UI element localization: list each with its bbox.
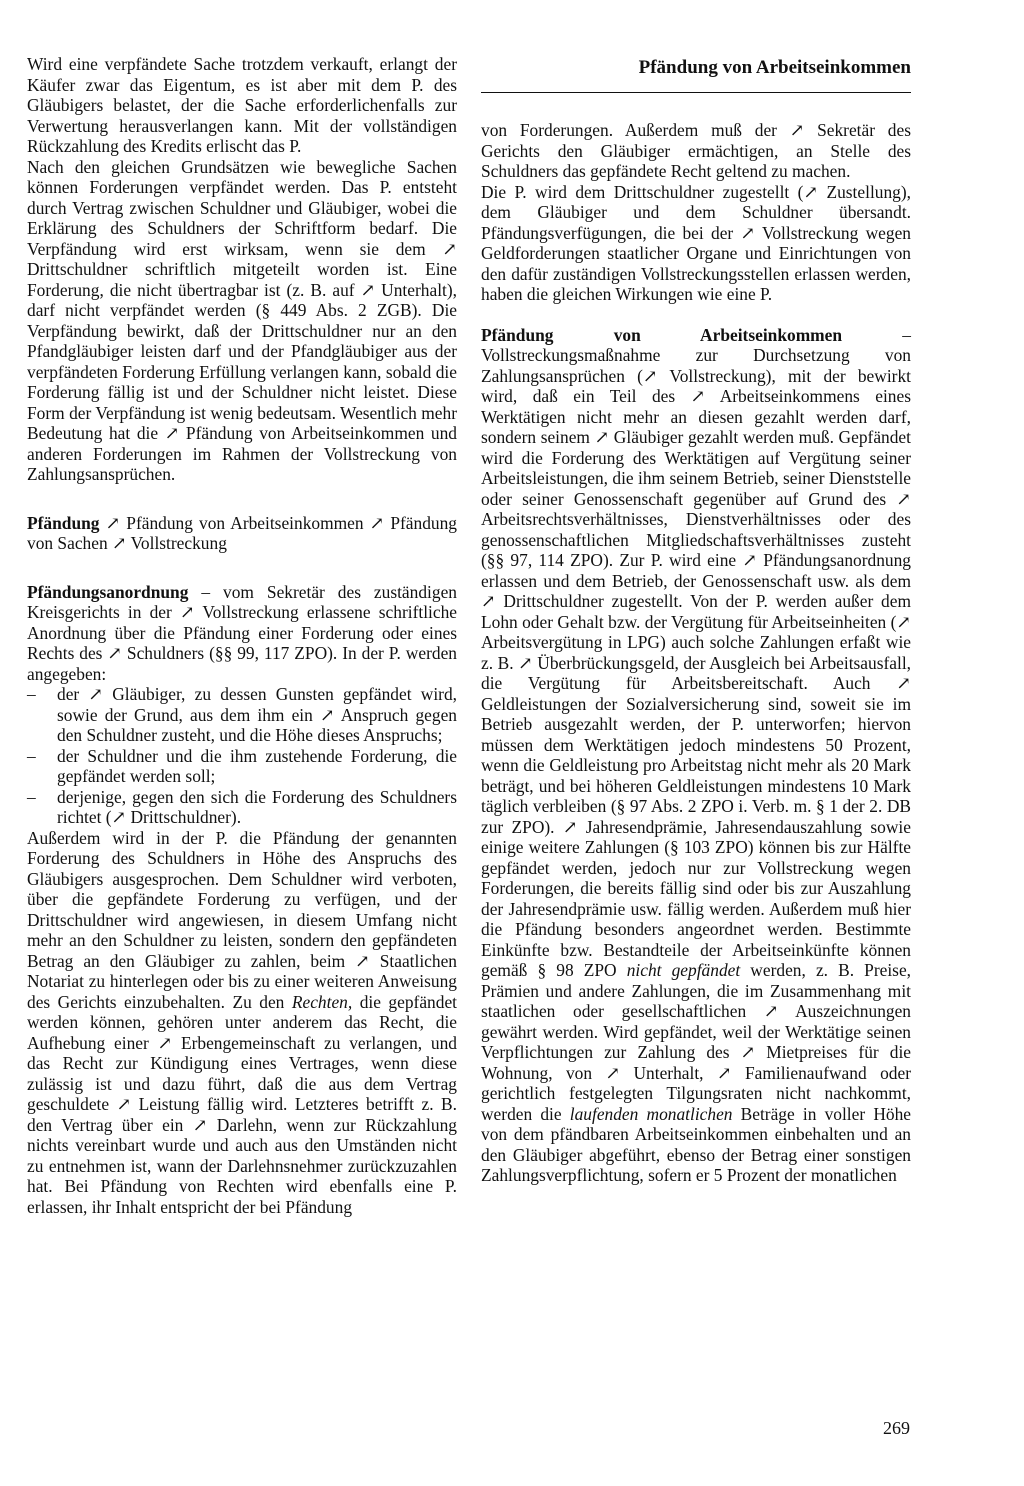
entry-pfaendung <box>27 513 457 554</box>
list-item: – derjenige, gegen den sich die Forderung des Schuldners richtet (↗ Drittschuldner). <box>27 787 457 828</box>
list-item: – der ↗ Gläubiger, zu dessen Gunsten gepfändet wird, sowie der Grund, aus dem ihm ein ↗ Anspruch gegen den Schuldner zusteht, und die Höhe dieses Anspruchs; <box>27 684 457 746</box>
left-column <box>27 54 457 1217</box>
paragraph <box>27 828 457 1218</box>
entry-text: ↗ Pfändung von Arbeitseinkommen ↗ Pfändung von Sachen ↗ Vollstreckung <box>27 512 457 553</box>
entry-pfaendungsanordnung <box>27 582 457 685</box>
paragraph: Nach den gleichen Grundsätzen wie bewegliche Sachen können Forderungen verpfändet werden. Das P. entsteht durch Vertrag zwischen Schuldner und Gläubiger, wobei die Erklärung des Schuldners der Schriftform bedarf. Die Verpfändung wird erst wirksam, wenn sie dem ↗ Drittschuldner schriftlich mitgeteilt worden ist. Eine Forderung, die nicht übertragbar ist (z. B. auf ↗ Unterhalt), darf nicht verpfändet werden (§ 449 Abs. 2 ZGB). Die Verpfändung bewirkt, daß der Drittschuldner nur an den Pfandgläubiger leisten darf und der Pfandgläubiger aus der verpfändeten Forderung Erfüllung verlangen kann, sobald die Forderung fällig ist und der Schuldner nicht leistet. Diese Form der Verpfändung ist wenig bedeutsam. Wesentlich mehr Bedeutung hat die ↗ Pfändung von Arbeitseinkommen und anderen Forderungen im Rahmen der Vollstreckung von Zahlungsansprüchen. <box>27 156 457 484</box>
entry-term: Pfändung von Arbeitseinkommen <box>481 324 843 345</box>
entry-pfaendung-arbeitseinkommen <box>481 325 911 1186</box>
paragraph: von Forderungen. Außerdem muß der ↗ Sekretär des Gerichts den Gläubiger ermächtigen, an Stelle des Schuldners das gepfändete Recht geltend zu machen. <box>481 120 911 181</box>
paragraph: Die P. wird dem Drittschuldner zugestellt (↗ Zustellung), dem Gläubiger und dem Schuldner übersandt. Pfändungsverfügungen, die bei der ↗ Vollstreckung wegen Geldforderungen staatlicher Organe und Einrichtungen von den dafür zuständigen Vollstreckungsstellen erlassen werden, haben die gleichen Wirkungen wie eine P. <box>481 181 911 304</box>
paragraph: Wird eine verpfändete Sache trotzdem verkauft, erlangt der Käufer zwar das Eigentum, es ist aber mit dem P. des Gläubigers belastet, der die Sache erforderlichenfalls zur Verwertung herausverlangen kann. Mit der vollständigen Rückzahlung des Kredits erlischt das P. <box>27 54 457 156</box>
emphasis: Rechten, <box>291 991 353 1012</box>
entry-term: Pfändungsanordnung <box>27 581 189 602</box>
running-title: Pfändung von Arbeitseinkommen <box>638 57 911 78</box>
page-number: 269 <box>883 1418 910 1438</box>
entry-text: – vom Sekretär des zuständigen Kreisgerichts in der ↗ Vollstreckung erlassene schriftliche Anordnung über die Pfändung einer Forderung oder eines Rechts des ↗ Schuldners (§§ 99, 117 ZPO). In der P. werden angegeben: <box>27 581 457 684</box>
emphasis: laufenden monatlichen <box>569 1103 733 1124</box>
entry-term: Pfändung <box>27 512 100 533</box>
header-rule <box>481 92 911 93</box>
entry-text: werden, z. B. Preise, Prämien und andere Zahlungen, die im Zusammenhang mit staatlichen oder gesellschaftlichen ↗ Auszeichnungen gewährt werden. Wird gepfändet, weil der Werktätige seinen Verpflichtungen zur Zahlung des ↗ Mietpreises für die Wohnung, von ↗ Unterhalt, ↗ Familienaufwand oder gerichtlich festgelegten Tilgungsraten nicht nachkommt, werden die <box>481 960 912 1124</box>
dash-list <box>27 684 457 828</box>
entry-text: – Vollstreckungsmaßnahme zur Durchsetzung von Zahlungsansprüchen (↗ Vollstreckung), mit der bewirkt wird, daß ein Teil des ↗ Arbeitseinkommens eines Werktätigen nicht mehr an diesen gezahlt werden darf, sondern seinem ↗ Gläubiger gezahlt werden muß. Gepfändet wird die Forderung des Werktätigen auf Vergütung seiner Arbeitsleistungen, die ihm seinem Betrieb, seiner Dienststelle oder seiner Genossenschaft gegenüber auf Grund des ↗ Arbeitsrechtsverhältnisses, Dienstverhältnisses oder des genossenschaftlichen Mitgliedschaftsverhältnisses zusteht (§§ 97, 114 ZPO). Zur P. wird eine ↗ Pfändungsanordnung erlassen und dem Betrieb, der Genossenschaft usw. als dem ↗ Drittschuldner zugestellt. Von der P. werden außer dem Lohn oder Gehalt bzw. der Vergütung für Arbeitseinheiten (↗ Arbeitsvergütung in LPG) auch solche Zahlungen erfaßt wie z. B. ↗ Überbrückungsgeld, der Ausgleich bei Arbeitsausfall, die Vergütung für Arbeitsbereitschaft. Auch ↗ Geldleistungen der Sozialversicherung sind, soweit sie im Betrieb ausgezahlt werden, der P. unterworfen; hiervon müssen dem Werktätigen jedoch mindestens 50 Prozent, wenn die Geldleistung pro Arbeitstag nicht mehr als 20 Mark beträgt, und bei höheren Geldleistungen mindestens 10 Mark täglich verbleiben (§ 97 Abs. 2 ZPO i. Verb. m. § 1 der 2. DB zur ZPO). ↗ Jahresendprämie, Jahresendauszahlung sowie einige weitere Zahlungen (§ 103 ZPO) können bis zur Hälfte gepfändet werden, jedoch nur zur Vollstreckung wegen Forderungen, die bereits fällig sind oder bis zur Auszahlung der Jahresendprämie usw. fällig werden. Außerdem muß hier die Pfändung besonders angeordnet werden. Bestimmte Einkünfte bzw. Bestandteile der Arbeitseinkünfte können gemäß § 98 ZPO <box>481 324 911 980</box>
list-item: – der Schuldner und die ihm zustehende Forderung, die gepfändet werden soll; <box>27 746 457 787</box>
emphasis: nicht gepfändet <box>626 960 741 980</box>
entry-text: Beträge in voller Höhe von dem pfändbaren Arbeitseinkommen einbehalten und an den Gläubiger abgeführt, ebenso der Betrag einer sonstigen Zahlungsverpflichtung, sofern er 5 Prozent der monatlichen <box>481 1103 911 1185</box>
right-column <box>481 120 911 1186</box>
paragraph-text: die gepfändet werden können, gehören unter anderem das Recht, die Aufhebung einer ↗ Erbengemeinschaft zu verlangen, und das Recht zur Kündigung eines Vertrages, wenn diese zulässig ist und dazu führt, daß die aus dem Vertrag geschuldete ↗ Leistung fällig wird. Letzteres betrifft z. B. den Vertrag über ein ↗ Darlehn, wenn zur Rückzahlung nichts vereinbart wurde und auch aus den Umständen nicht zu entnehmen ist, wann der Darlehnsnehmer zurückzuzahlen hat. Bei Pfändung von Rechten wird ebenfalls eine P. erlassen, ihr Inhalt entspricht der bei Pfändung <box>27 991 457 1217</box>
paragraph-text: Außerdem wird in der P. die Pfändung der genannten Forderung des Schuldners in Höhe des Anspruchs des Gläubigers ausgesprochen. Dem Schuldner wird verboten, über die gepfändete Forderung zu verfügen, und der Drittschuldner wird angewiesen, in diesem Umfang nicht mehr an den Schuldner zu leisten, sondern den gepfändeten Betrag an den Gläubiger zu zahlen, beim ↗ Staatlichen Notariat zu hinterlegen oder bis zu einer weiteren Anweisung des Gerichts einzubehalten. Zu den <box>27 827 457 1012</box>
